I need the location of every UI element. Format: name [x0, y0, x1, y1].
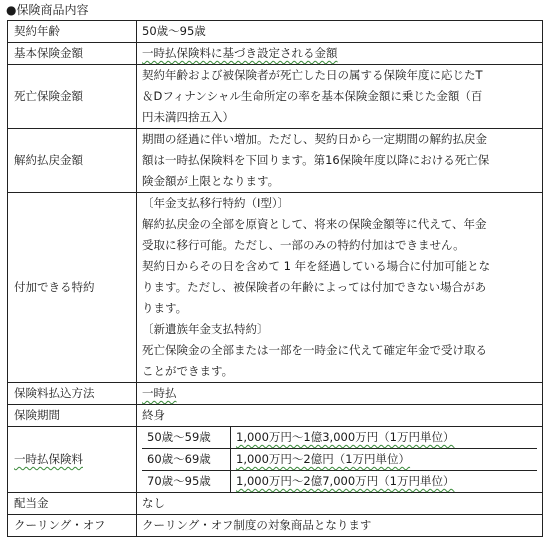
premium-amount: 1,000万円～1億3,000万円（1万円単位） [231, 427, 538, 449]
premium-age-range: 70歳～95歳 [142, 471, 231, 493]
page-title: ●保険商品内容 [6, 3, 89, 17]
premium-age-range: 60歳～69歳 [142, 449, 231, 471]
text-line: ります。ただし、被保険者の年齢によっては付加できない場合があ [142, 280, 487, 294]
value-surrender-value [137, 129, 543, 193]
row-coverage-period [8, 405, 543, 427]
row-surrender-value [8, 129, 543, 193]
premium-subtable-cell [137, 427, 543, 493]
value-dividend: なし [137, 493, 543, 515]
text-line: 円未満四捨五入） [142, 110, 234, 124]
value-riders [137, 193, 543, 383]
label-contract-age: 契約年齢 [8, 21, 137, 43]
row-death-benefit [8, 65, 543, 129]
label-dividend: 配当金 [8, 493, 137, 515]
text-line: 険金額が上限となります。 [142, 174, 280, 188]
premium-row [142, 471, 537, 493]
row-payment-method [8, 383, 543, 405]
text-line: 死亡保険金の全部または一部を一時金に代えて確定年金で受け取る [142, 343, 487, 357]
row-riders [8, 193, 543, 383]
text-line: ことができます。 [142, 364, 234, 378]
text-line: 契約日からその日を含めて 1 年を経過している場合に付加可能とな [142, 259, 491, 273]
label-payment-method: 保険料払込方法 [8, 383, 137, 405]
text-line: ります。 [142, 301, 188, 315]
label-basic-amount: 基本保険金額 [8, 43, 137, 65]
row-basic-amount [8, 43, 543, 65]
row-contract-age [8, 21, 543, 43]
value-coverage-period: 終身 [137, 405, 543, 427]
label-coverage-period: 保険期間 [8, 405, 137, 427]
text-line: 契約年齢および被保険者が死亡した日の属する保険年度に応じたT [142, 68, 483, 82]
text-line: 〔新遺族年金支払特約〕 [142, 322, 269, 336]
premium-age-range: 50歳～59歳 [142, 427, 231, 449]
value-basic-amount: 一時払保険料に基づき設定される金額 [137, 43, 543, 65]
text-line: ＆Dフィナンシャル生命所定の率を基本保険金額に乗じた金額（百 [142, 89, 483, 103]
premium-subtable [142, 427, 537, 492]
label-death-benefit: 死亡保険金額 [8, 65, 137, 129]
label-riders: 付加できる特約 [8, 193, 137, 383]
text-line: 受取に移行可能。ただし、一部のみの特約付加はできません。 [142, 238, 465, 252]
row-cooling-off [8, 515, 543, 537]
premium-amount: 1,000万円～2億円（1万円単位） [231, 449, 538, 471]
value-contract-age: 50歳～95歳 [137, 21, 543, 43]
text-line: 期間の経過に伴い増加。ただし、契約日から一定期間の解約払戻金 [142, 132, 487, 146]
premium-row [142, 427, 537, 449]
row-dividend [8, 493, 543, 515]
text-line: 解約払戻金の全部を原資として、将来の保険金額等に代えて、年金 [142, 217, 487, 231]
premium-amount: 1,000万円～2億7,000万円（1万円単位） [231, 471, 538, 493]
premium-row [142, 449, 537, 471]
label-single-premium: 一時払保険料 [8, 427, 137, 493]
row-single-premium [8, 427, 543, 493]
value-death-benefit [137, 65, 543, 129]
value-cooling-off: クーリング・オフ制度の対象商品となります [137, 515, 543, 537]
product-details-table [7, 20, 543, 537]
text-line: 〔年金支払移行特約（Ⅰ型）〕 [142, 196, 290, 210]
value-payment-method: 一時払 [137, 383, 543, 405]
text-line: 額は一時払保険料を下回ります。第16保険年度以降における死亡保 [142, 153, 490, 167]
label-surrender-value: 解約払戻金額 [8, 129, 137, 193]
label-cooling-off: クーリング・オフ [8, 515, 137, 537]
